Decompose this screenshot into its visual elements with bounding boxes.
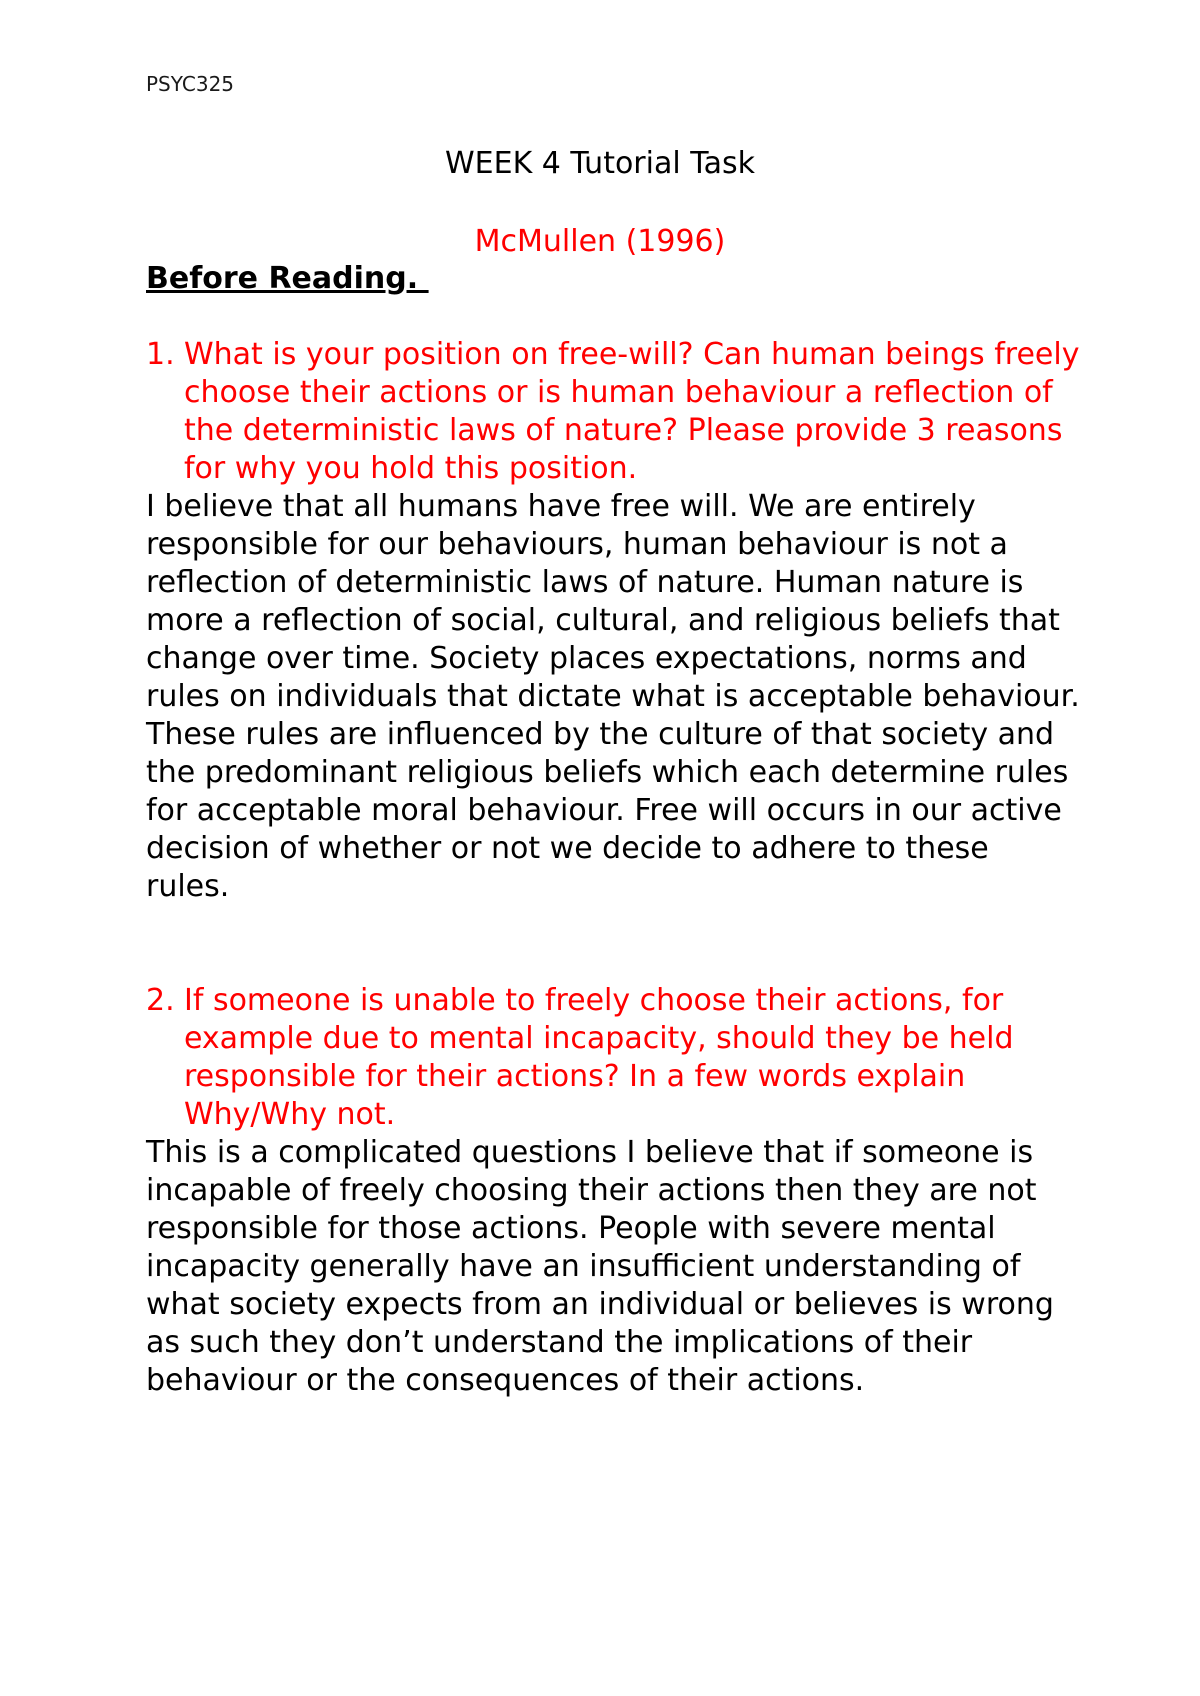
citation: McMullen (1996) — [474, 224, 726, 259]
question-number: 2. — [146, 983, 175, 1018]
question-text: What is your position on free-will? Can human beings freely choose their actions or is human behaviour a reflection of the deterministic laws of nature? Please provide 3 reasons for why you hold this position. — [184, 337, 1080, 486]
question-number: 1. — [146, 337, 175, 372]
question-2 — [146, 982, 1081, 1134]
answer-1: I believe that all humans have free will. We are entirely responsible for our behaviours, human behaviour is not a reflection of deterministic laws of nature. Human nature is more a reflection of social, cultural, and religious beliefs that change over time. Society places expectations, norms and rules on individuals that dictate what is acceptable behaviour. These rules are influenced by the culture of that society and the predominant religious beliefs which each determine rules for acceptable moral behaviour. Free will occurs in our active decision of whether or not we decide to adhere to these rules. — [146, 489, 1080, 904]
answer-2: This is a complicated questions I believe that if someone is incapable of freely choosing their actions then they are not responsible for those actions. People with severe mental incapacity generally have an insufficient understanding of what society expects from an individual or believes is wrong as such they don’t understand the implications of their behaviour or the consequences of their actions. — [146, 1135, 1054, 1398]
question-text: If someone is unable to freely choose their actions, for example due to mental incapacity, should they be held responsible for their actions? In a few words explain Why/Why not. — [184, 983, 1014, 1132]
page-title: WEEK 4 Tutorial Task — [445, 146, 755, 181]
course-code: PSYC325 — [146, 72, 235, 96]
section-heading: Before Reading. — [146, 261, 429, 296]
question-1 — [146, 336, 1081, 488]
